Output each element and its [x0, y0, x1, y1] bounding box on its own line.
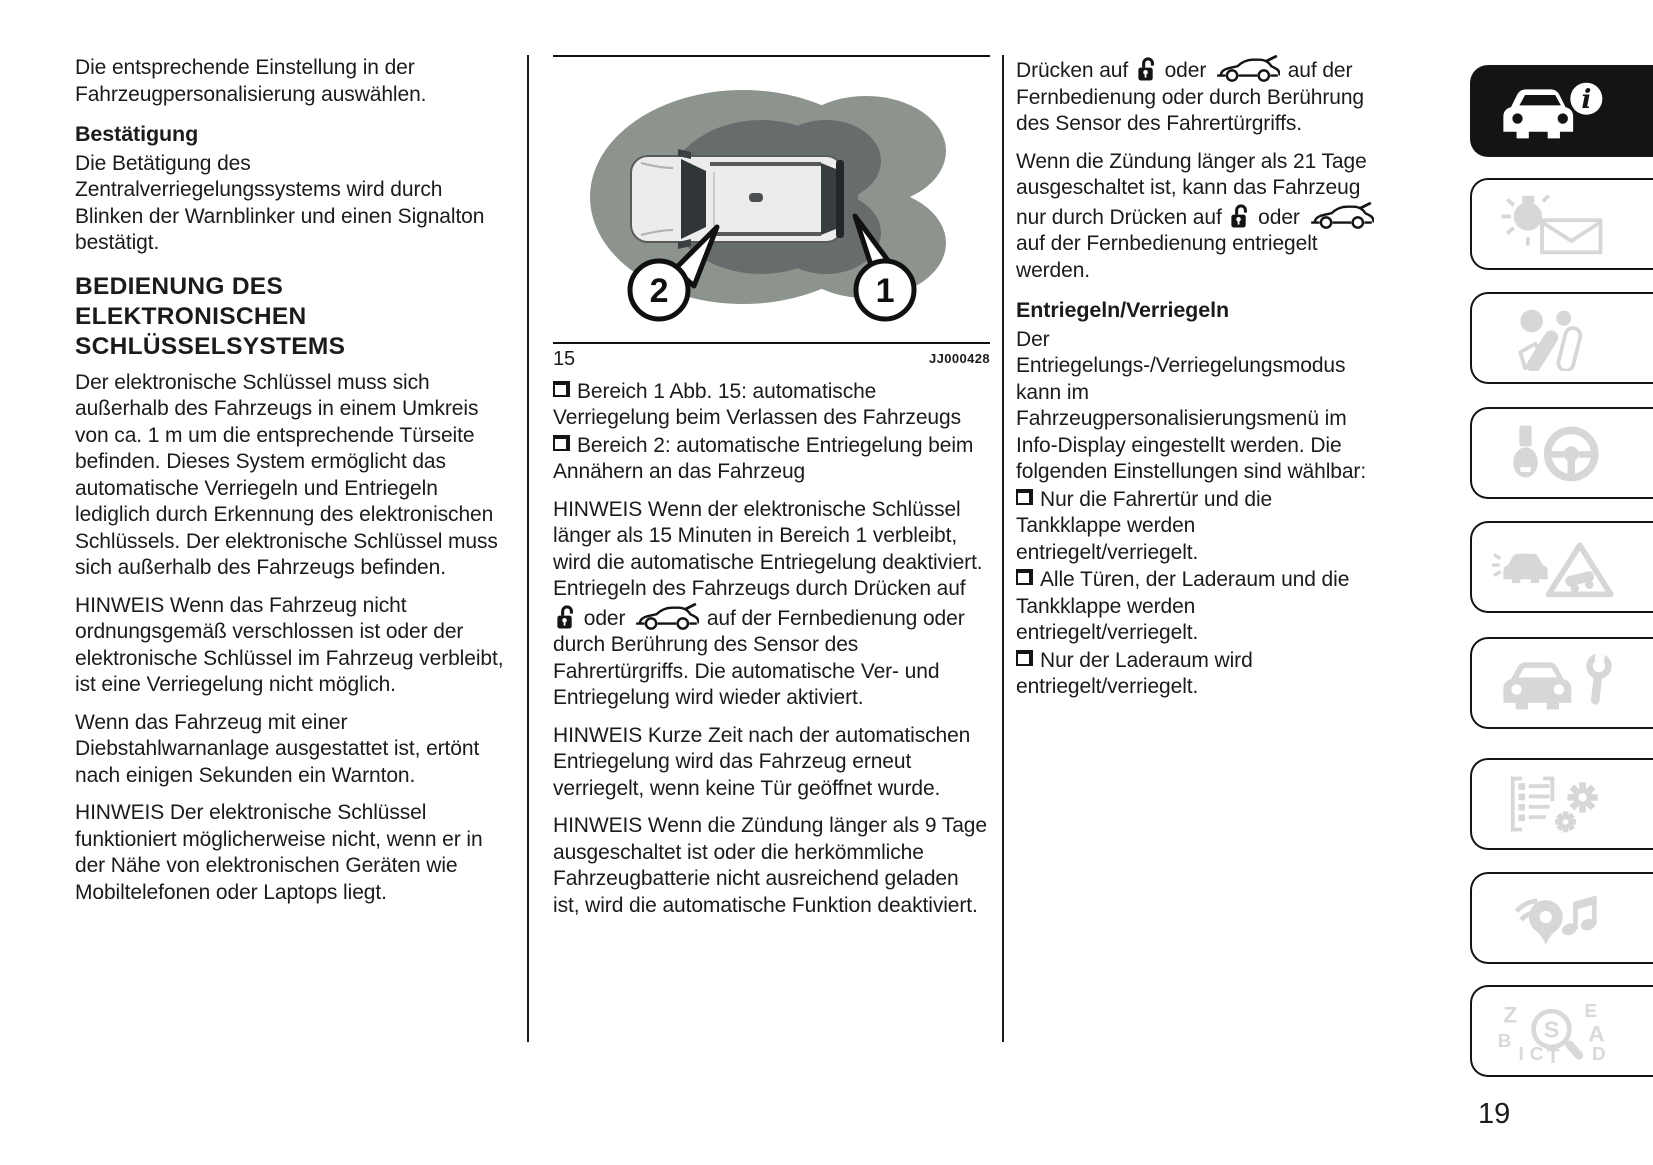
unlock-padlock-icon [555, 604, 576, 630]
note-paragraph: HINWEIS Der elektronische Schlüssel funktioniert möglicherweise nicht, wenn er in der Nähe von elektronischen Geräten wie Mobiltelefonen oder Laptops liegt. [75, 801, 483, 904]
svg-text:Z: Z [1503, 1002, 1518, 1028]
heading-bestaetigung: Bestätigung [75, 122, 199, 146]
list-item [1016, 648, 1382, 701]
paragraph-text: oder [1252, 205, 1306, 229]
list-item-text: Alle Türen, der Laderaum und die Tankklappe werden entriegelt/verriegelt. [1016, 568, 1350, 644]
warning-light-message-icon [1484, 191, 1634, 257]
list-item [553, 433, 990, 486]
figure-code: JJ000428 [928, 351, 990, 366]
paragraph-text: Wenn die Zündung länger als 21 Tage ausgeschaltet ist, kann das Fahrzeug nur durch Drücken auf [1016, 149, 1367, 229]
page-number: 19 [1478, 1098, 1511, 1130]
list-item [553, 379, 990, 432]
square-bullet-icon [1016, 650, 1033, 666]
seatbelt-person-icon [1484, 305, 1634, 371]
alphabet-magnifier-icon [1484, 998, 1634, 1064]
note-paragraph: HINWEIS Kurze Zeit nach der automatischen Entriegelung wird das Fahrzeug erneut verriegelt, wenn keine Tür geöffnet wurde. [553, 723, 971, 800]
square-bullet-icon [553, 435, 570, 451]
key-steering-wheel-icon [1484, 420, 1634, 486]
svg-text:T: T [1546, 1045, 1560, 1064]
paragraph-text: oder [1158, 59, 1212, 82]
svg-text:I: I [1518, 1043, 1524, 1064]
svg-text:E: E [1584, 999, 1598, 1021]
sidebar-tab-safety-seatbelt[interactable] [1470, 292, 1653, 384]
paragraph-text: auf der Fernbedienung oder durch Berührung des Sensor des Fahrertürgriffs. Die automatische Ver- und Entriegelung wird wieder aktiviert. [553, 606, 965, 709]
spec-list-gears-icon [1484, 771, 1634, 837]
sidebar-tab-vehicle-info[interactable] [1470, 65, 1653, 157]
column-divider-right [1002, 55, 1004, 1042]
breakdown-warning-triangle-icon [1484, 534, 1634, 600]
paragraph [1016, 149, 1382, 285]
callout-1-number: 1 [875, 272, 895, 310]
paragraph: Der Entriegelungs-/Verriegelungsmodus kann im Fahrzeugpersonalisierungsmenü im Info-Display eingestellt werden. Die folgenden Einstellungen sind wählbar: [1016, 327, 1367, 483]
column-divider-left [527, 55, 529, 1042]
sidebar-tab-starting-driving[interactable] [1470, 407, 1653, 499]
music-navigation-wifi-icon [1484, 885, 1634, 951]
car-unlock-remote-icon [1214, 55, 1280, 83]
sidebar-tab-index-search[interactable] [1470, 985, 1653, 1077]
car-info-icon [1484, 78, 1634, 144]
figure-caption [553, 346, 990, 373]
paragraph-text: HINWEIS Wenn der elektronische Schlüssel länger als 15 Minuten in Bereich 1 verbleibt, wird die automatische Entriegelung deaktiviert. Entriegeln des Fahrzeugs durch Drücken auf [553, 497, 983, 600]
column-middle [553, 55, 990, 930]
unlock-padlock-icon [1136, 56, 1157, 82]
car-unlock-remote-icon [1308, 202, 1374, 230]
column-right [1016, 55, 1382, 702]
sidebar-tab-warning-lights-messages[interactable] [1470, 178, 1653, 270]
square-bullet-icon [1016, 489, 1033, 505]
paragraph-text: auf der Fernbedienung entriegelt werden. [1016, 232, 1318, 282]
svg-text:i: i [1581, 84, 1592, 116]
note-paragraph: HINWEIS Wenn die Zündung länger als 9 Tage ausgeschaltet ist oder die herkömmliche Fahrzeugbatterie nicht ausreichend geladen ist, wird die automatische Funktion deaktiviert. [553, 814, 987, 917]
square-bullet-icon [553, 381, 570, 397]
svg-text:B: B [1497, 1030, 1512, 1052]
svg-text:D: D [1592, 1043, 1606, 1064]
column-left [75, 55, 508, 917]
sidebar-tab-multimedia[interactable] [1470, 872, 1653, 964]
square-bullet-icon [1016, 569, 1033, 585]
list-item-text: Nur der Laderaum wird entriegelt/verriegelt. [1016, 648, 1253, 698]
paragraph-text: auf der Fernbedienung oder durch Berührung des Sensor des Fahrertürgriffs. [1016, 59, 1365, 135]
paragraph-text: oder [578, 606, 632, 630]
paragraph: Wenn das Fahrzeug mit einer Diebstahlwarnanlage ausgestattet ist, ertönt nach einigen Sekunden ein Warnton. [75, 710, 480, 787]
sidebar-tab-maintenance[interactable] [1470, 637, 1653, 729]
svg-text:S: S [1543, 1016, 1560, 1043]
list-item-text: Bereich 2: automatische Entriegelung beim Annähern an das Fahrzeug [553, 433, 974, 483]
list-item-text: Bereich 1 Abb. 15: automatische Verriegelung beim Verlassen des Fahrzeugs [553, 379, 961, 429]
unlock-padlock-icon [1229, 203, 1250, 229]
paragraph [1016, 55, 1382, 138]
figure-number: 15 [553, 348, 576, 370]
heading-entriegeln: Entriegeln/Verriegeln [1016, 298, 1229, 322]
paragraph: Der elektronische Schlüssel muss sich außerhalb des Fahrzeugs in einem Umkreis von ca. 1 m um die entsprechende Türseite befinden. Dieses System ermöglicht das automatische Verriegeln und Entriegeln lediglich durch Erkennung des elektronischen Schlüssels. Der elektronische Schlüssel muss sich außerhalb des Fahrzeugs befinden. [75, 370, 498, 579]
keyless-zones-illustration [553, 59, 986, 340]
svg-text:A: A [1588, 1021, 1605, 1047]
car-unlock-remote-icon [633, 603, 699, 631]
heading-bedienung: BEDIENUNG DES ELEKTRONISCHEN SCHLÜSSELSYSTEMS [75, 272, 346, 360]
note-paragraph [553, 497, 990, 712]
car-top-view [631, 149, 844, 249]
sidebar-tab-emergency[interactable] [1470, 521, 1653, 613]
paragraph-text: Drücken auf [1016, 59, 1134, 82]
svg-text:C: C [1529, 1043, 1544, 1064]
list-item [1016, 567, 1382, 647]
note-paragraph: HINWEIS Wenn das Fahrzeug nicht ordnungsgemäß verschlossen ist oder der elektronische Schlüssel im Fahrzeug verbleibt, ist eine Verriegelung nicht möglich. [75, 593, 504, 696]
list-item [1016, 487, 1382, 567]
paragraph: Die Betätigung des Zentralverriegelungssystems wird durch Blinken der Warnblinker und einen Signalton bestätigt. [75, 151, 485, 254]
paragraph: Die entsprechende Einstellung in der Fahrzeugpersonalisierung auswählen. [75, 56, 427, 106]
callout-2-number: 2 [649, 272, 669, 310]
list-item-text: Nur die Fahrertür und die Tankklappe werden entriegelt/verriegelt. [1016, 487, 1273, 564]
figure-keyless-zones [553, 55, 990, 344]
car-wrench-icon [1484, 650, 1634, 716]
sidebar-tab-technical-data[interactable] [1470, 758, 1653, 850]
